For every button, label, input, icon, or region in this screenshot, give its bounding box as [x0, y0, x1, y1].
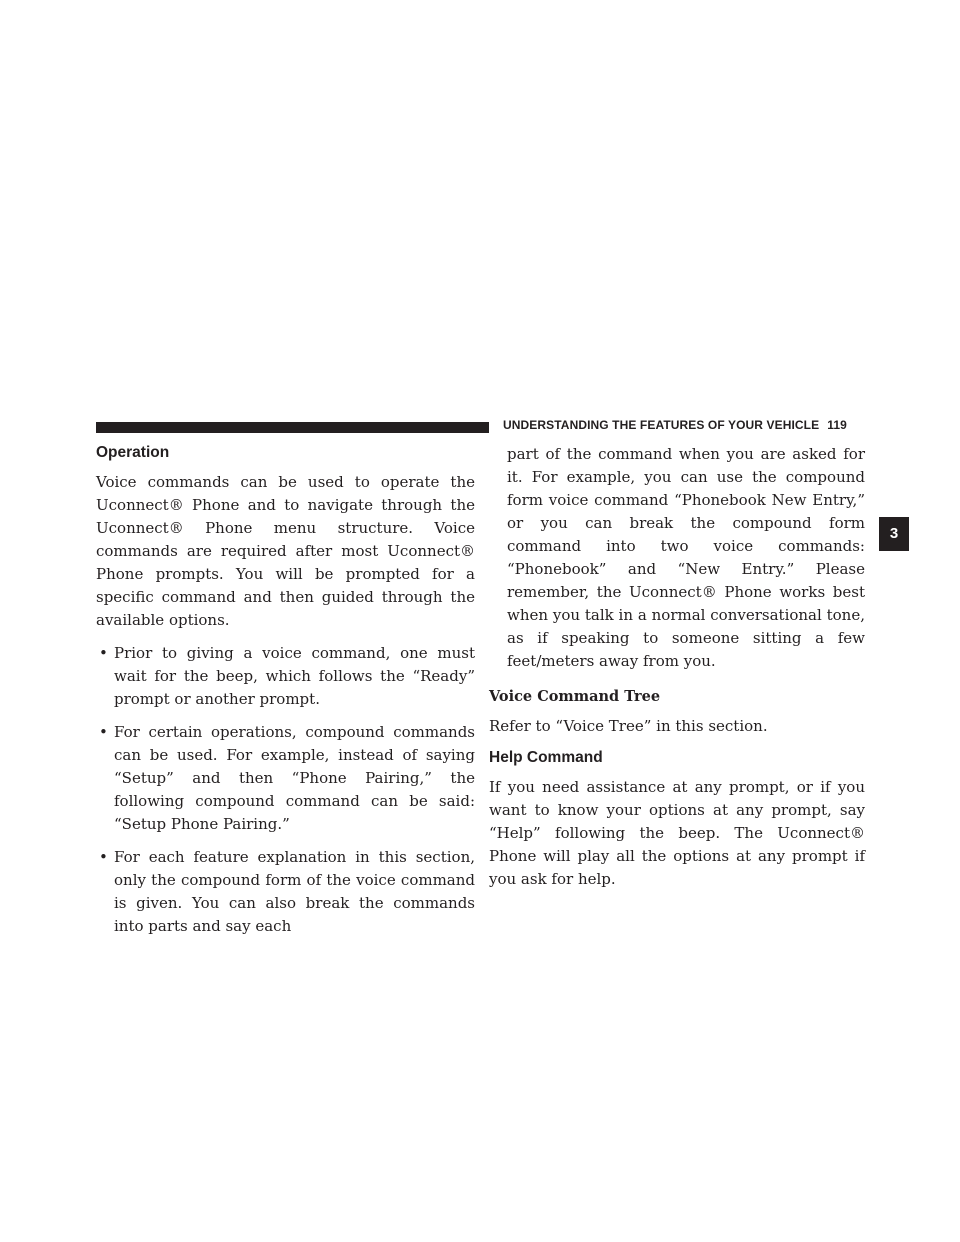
bullet-icon: •: [99, 644, 108, 662]
voice-tree-paragraph: Refer to “Voice Tree” in this section.: [489, 717, 768, 735]
operation-paragraph: Voice commands can be used to operate the Uconnect® Phone and to navigate through the Uconnect® Phone menu structure. Voice commands are required after most Uconnect® Phone prompts. You will be prompted for a specific command and then guided through the available options.: [96, 473, 475, 629]
list-item-text: For certain operations, compound commands can be used. For example, instead of saying “Setup” and then “Phone Pairing,” the following compound command can be said: “Setup Phone Pairing.”: [114, 723, 475, 833]
right-column: [489, 443, 865, 901]
voice-tree-heading: Voice Command Tree: [489, 688, 661, 705]
list-item-text: Prior to giving a voice command, one must wait for the beep, which follows the “Ready” prompt or another prompt.: [114, 644, 475, 708]
help-paragraph: If you need assistance at any prompt, or if you want to know your options at any prompt, say “Help” following the beep. The Uconnect® Phone will play all the options at any prompt if you ask for help.: [489, 778, 865, 888]
header-rule: [96, 422, 489, 433]
bullet-icon: •: [99, 723, 108, 741]
chapter-tab: 3: [879, 517, 909, 551]
running-header: [503, 418, 847, 432]
list-item: [96, 721, 475, 836]
operation-bullet-list: [96, 642, 475, 938]
operation-heading: Operation: [96, 444, 170, 461]
list-item-text: For each feature explanation in this section, only the compound form of the voice command is given. You can also break the commands into parts and say each: [114, 848, 475, 935]
header-title: UNDERSTANDING THE FEATURES OF YOUR VEHICLE: [503, 418, 820, 432]
list-item: [96, 642, 475, 711]
list-item: [96, 846, 475, 938]
help-heading: Help Command: [489, 749, 603, 766]
bullet-icon: •: [99, 848, 108, 866]
page-number: 119: [827, 418, 847, 432]
left-column: [96, 443, 475, 948]
bullet-continuation: part of the command when you are asked for it. For example, you can use the compound form voice command “Phonebook New Entry,” or you can break the compound form command into two voice commands: “Phonebook” and “New Entry.” Please remember, the Uconnect® Phone works best when you talk in a normal conversational tone, as if speaking to someone sitting a few feet/meters away from you.: [507, 445, 865, 670]
